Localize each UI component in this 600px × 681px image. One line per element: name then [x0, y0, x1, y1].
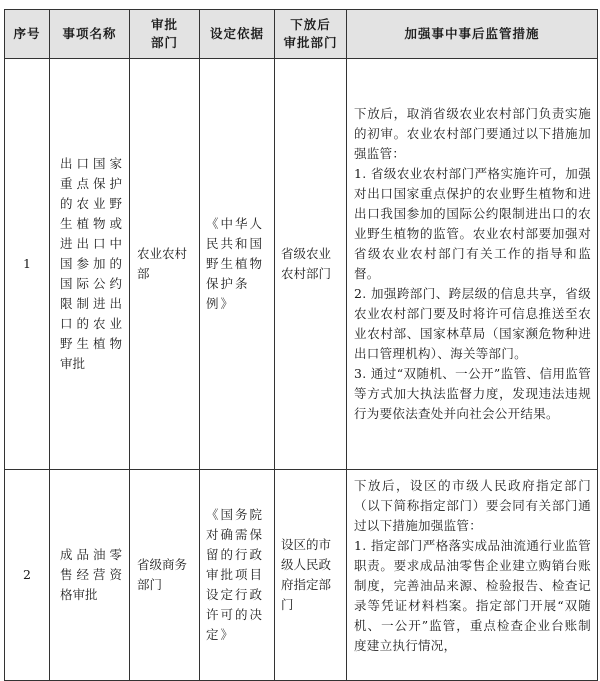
header-lower-dept	[275, 10, 347, 59]
row-no: 2	[5, 470, 50, 681]
header-approval-dept	[130, 10, 200, 59]
legal-basis: 《国务院对确需保留的行政审批项目设定行政许可的决定》	[200, 470, 275, 681]
table-header-row	[5, 10, 598, 59]
measure-paragraph: 下放后，设区的市级人民政府指定部门（以下简称指定部门）要会同有关部门通过以下措施加强监管：	[354, 478, 591, 533]
header-item-name: 事项名称	[50, 10, 130, 59]
header-no: 序号	[5, 10, 50, 59]
lower-approval-dept: 设区的市级人民政府指定部门	[275, 470, 347, 681]
supervision-measures	[347, 470, 598, 681]
table-row	[5, 59, 598, 470]
measure-paragraph: 下放后，取消省级农业农村部门负责实施的初审。农业农村部门要通过以下措施加强监管：	[354, 106, 591, 161]
legal-basis: 《中华人民共和国野生植物保护条例》	[200, 59, 275, 470]
measure-paragraph: 1. 省级农业农村部门严格实施许可，加强对出口国家重点保护的农业野生植物和进出口我国参加的国际公约限制进出口的农业野生植物的监管。农业农村部要加强对省级农业农村部门有关工作的指导和监督。	[354, 166, 591, 281]
item-name: 成品油零售经营资格审批	[50, 470, 130, 681]
header-lower-dept-line2: 审批部门	[283, 35, 338, 50]
approval-dept: 省级商务部门	[130, 470, 200, 681]
header-approval-dept-line1: 审批	[150, 17, 178, 32]
measure-paragraph: 2. 加强跨部门、跨层级的信息共享，省级农业农村部门要及时将许可信息推送至农业农村部、国家林草局（国家濒危物种进出口管理机构）、海关等部门。	[354, 286, 591, 361]
supervision-measures	[347, 59, 598, 470]
item-name: 出口国家重点保护的农业野生植物或进出口中国参加的国际公约限制进出口的农业野生植物审批	[50, 59, 130, 470]
header-lower-dept-line1: 下放后	[290, 17, 331, 32]
measure-paragraph: 1. 指定部门严格落实成品油流通行业监管职责。要求成品油零售企业建立购销台账制度，完善油品来源、检验报告、检查记录等凭证材料档案。指定部门开展“双随机、一公开”监管，重点检查企业台账制度建立执行情况，	[354, 538, 591, 653]
lower-approval-dept: 省级农业农村部门	[275, 59, 347, 470]
table-row	[5, 470, 598, 681]
measure-paragraph: 3. 通过“双随机、一公开”监管、信用监管等方式加大执法监督力度，发现违法违规行为要依法查处并向社会公开结果。	[354, 366, 591, 421]
header-approval-dept-line2: 部门	[150, 35, 178, 50]
header-basis: 设定依据	[200, 10, 275, 59]
approval-items-table	[4, 9, 598, 681]
approval-dept: 农业农村部	[130, 59, 200, 470]
header-measures: 加强事中事后监管措施	[347, 10, 598, 59]
row-no: 1	[5, 59, 50, 470]
